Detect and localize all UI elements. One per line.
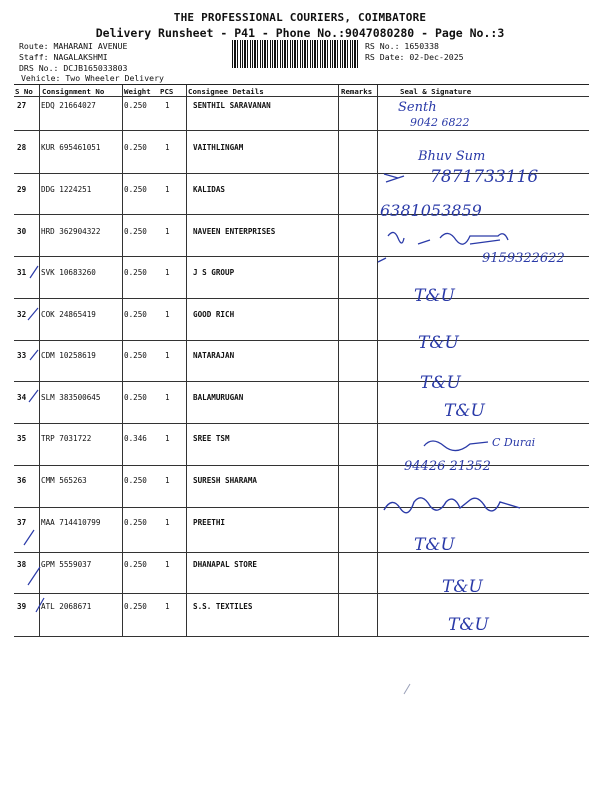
row-weight: 0.250 <box>124 101 147 110</box>
row-consignment: TRP 7031722 <box>41 434 92 443</box>
row-consignee: SENTHIL SARAVANAN <box>193 101 271 110</box>
col-header-remarks: Remarks <box>341 87 373 96</box>
row-sno: 27 <box>17 101 27 110</box>
row-weight: 0.250 <box>124 518 147 527</box>
row-consignee: SURESH SHARAMA <box>193 476 258 485</box>
signature-29-phone: 6381053859 <box>380 201 482 220</box>
col-header-pcs: PCS <box>160 87 174 96</box>
row-sno: 30 <box>17 227 27 236</box>
row-consignment: CDM 10258619 <box>41 351 96 360</box>
row-pcs: 1 <box>165 560 170 569</box>
row-sno: 29 <box>17 185 27 194</box>
row-weight: 0.250 <box>124 185 147 194</box>
row-divider <box>14 340 589 341</box>
row-consignee: VAITHLINGAM <box>193 143 244 152</box>
row-divider <box>14 507 589 508</box>
row-divider <box>14 256 589 257</box>
company-title: THE PROFESSIONAL COURIERS, COIMBATORE <box>173 11 427 24</box>
row-pcs: 1 <box>165 518 170 527</box>
row-consignment: HRD 362904322 <box>41 227 101 236</box>
col-header-sno: S No <box>15 87 33 96</box>
row-sno: 28 <box>17 143 27 152</box>
tu-mark-34: T&U <box>444 401 485 421</box>
row-weight: 0.346 <box>124 434 147 443</box>
row-sno: 37 <box>17 518 27 527</box>
row-consignee: SREE TSM <box>193 434 230 443</box>
row-consignment: MAA 714410799 <box>41 518 101 527</box>
signature-27-name: Senth <box>398 100 437 115</box>
row-pcs: 1 <box>165 143 170 152</box>
row-consignment: EDQ 21664027 <box>41 101 96 110</box>
barcode <box>232 40 360 68</box>
row-consignment: SVK 10683260 <box>41 268 96 277</box>
row-pcs: 1 <box>165 101 170 110</box>
row-consignment: COK 24865419 <box>41 310 96 319</box>
tick-mark <box>29 390 38 402</box>
row-weight: 0.250 <box>124 143 147 152</box>
table-header-border <box>14 96 589 97</box>
row-pcs: 1 <box>165 434 170 443</box>
row-pcs: 1 <box>165 476 170 485</box>
row-consignment: KUR 695461051 <box>41 143 101 152</box>
row-weight: 0.250 <box>124 393 147 402</box>
row-pcs: 1 <box>165 351 170 360</box>
signature-36-scribble <box>384 498 520 513</box>
signature-35-scribble <box>424 441 488 451</box>
row-sno: 36 <box>17 476 27 485</box>
tu-mark-39: T&U <box>448 615 489 635</box>
row-sno: 38 <box>17 560 27 569</box>
row-sno: 34 <box>17 393 27 402</box>
tu-mark-38: T&U <box>442 577 483 597</box>
row-consignment: CMM 565263 <box>41 476 87 485</box>
col-header-seal: Seal & Signature <box>400 87 472 96</box>
col-header-consignee: Consignee Details <box>188 87 264 96</box>
signature-28-phone: 7871733116 <box>430 167 539 187</box>
runsheet-subtitle: Delivery Runsheet - P41 - Phone No.:9047080280 - Page No.:3 <box>95 26 505 40</box>
col-divider <box>122 85 123 637</box>
row-divider <box>14 423 589 424</box>
row-consignment: SLM 383500645 <box>41 393 101 402</box>
row-weight: 0.250 <box>124 560 147 569</box>
vehicle-label: Vehicle: Two Wheeler Delivery <box>21 73 164 83</box>
signature-35-name: C Durai <box>492 436 536 449</box>
row-weight: 0.250 <box>124 351 147 360</box>
row-divider <box>14 593 589 594</box>
row-consignee: NATARAJAN <box>193 351 235 360</box>
signature-27-phone: 9042 6822 <box>410 116 470 129</box>
tu-mark-37: T&U <box>414 535 455 555</box>
table-bottom-border <box>14 636 589 637</box>
row-pcs: 1 <box>165 268 170 277</box>
row-consignee: S.S. TEXTILES <box>193 602 253 611</box>
row-divider <box>14 381 589 382</box>
row-consignee: PREETHI <box>193 518 226 527</box>
row-divider <box>14 130 589 131</box>
row-sno: 39 <box>17 602 27 611</box>
col-divider <box>377 85 378 637</box>
row-consignment: ATL 2068671 <box>41 602 92 611</box>
row-consignee: KALIDAS <box>193 185 226 194</box>
row-pcs: 1 <box>165 602 170 611</box>
row-pcs: 1 <box>165 227 170 236</box>
staff-label: Staff: NAGALAKSHMI <box>19 52 108 62</box>
col-header-weight: Weight <box>124 87 151 96</box>
row-sno: 35 <box>17 434 27 443</box>
drs-number: DRS No.: DCJB165033803 <box>19 63 128 73</box>
col-divider <box>39 85 40 637</box>
row-pcs: 1 <box>165 185 170 194</box>
row-weight: 0.250 <box>124 227 147 236</box>
row-divider <box>14 173 589 174</box>
route-label: Route: MAHARANI AVENUE <box>19 41 128 51</box>
row-consignee: NAVEEN ENTERPRISES <box>193 227 276 236</box>
tu-mark-32: T&U <box>418 333 459 353</box>
row-pcs: 1 <box>165 393 170 402</box>
row-weight: 0.250 <box>124 476 147 485</box>
row-weight: 0.250 <box>124 602 147 611</box>
col-divider <box>186 85 187 637</box>
tu-mark-33: T&U <box>420 373 461 393</box>
scribble-mark <box>378 258 386 262</box>
row-divider <box>14 298 589 299</box>
col-divider <box>338 85 339 637</box>
row-consignee: J S GROUP <box>193 268 235 277</box>
row-consignee: DHANAPAL STORE <box>193 560 258 569</box>
row-weight: 0.250 <box>124 268 147 277</box>
row-divider <box>14 214 589 215</box>
row-divider <box>14 552 589 553</box>
row-consignee: GOOD RICH <box>193 310 235 319</box>
rs-number: RS No.: 1650338 <box>365 41 439 51</box>
tick-mark <box>24 530 34 545</box>
row-sno: 33 <box>17 351 27 360</box>
signature-28-name: Bhuv Sum <box>418 149 486 164</box>
col-header-consignment: Consignment No <box>42 87 105 96</box>
signature-35-phone: 94426 21352 <box>404 459 491 474</box>
tick-mark <box>30 350 38 360</box>
row-consignment: DDG 1224251 <box>41 185 92 194</box>
signature-30-phone: 9159322622 <box>482 251 565 266</box>
tick-mark <box>28 308 38 320</box>
tu-mark-31: T&U <box>414 286 455 306</box>
table-top-border <box>14 84 589 85</box>
row-consignee: BALAMURUGAN <box>193 393 244 402</box>
row-weight: 0.250 <box>124 310 147 319</box>
row-sno: 31 <box>17 268 27 277</box>
row-consignment: GPM 5559037 <box>41 560 92 569</box>
scribble-mark <box>384 174 404 182</box>
row-sno: 32 <box>17 310 27 319</box>
signature-30-scribble <box>388 232 508 244</box>
rs-date: RS Date: 02-Dec-2025 <box>365 52 464 62</box>
stray-mark <box>404 684 410 694</box>
tick-mark <box>30 266 38 278</box>
row-divider <box>14 465 589 466</box>
row-pcs: 1 <box>165 310 170 319</box>
